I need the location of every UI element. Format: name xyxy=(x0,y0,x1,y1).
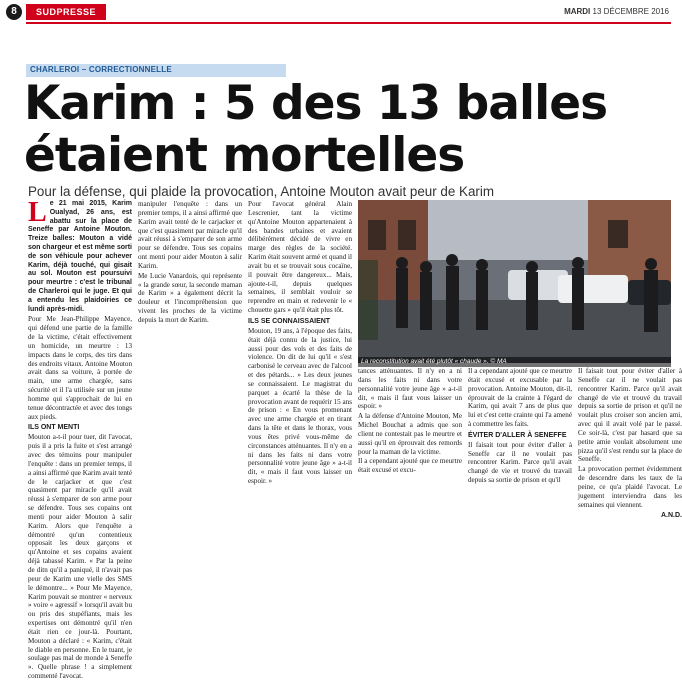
reconstitution-photo xyxy=(358,200,671,363)
paragraph-7: Il a cependant ajouté que ce meurtre était excusé et excusable par la provocation. Antoine Mouton, dit-il, éprouvait de la crainte à l'égard de Karim, qui avait 7 ans de plus que lui et c'est cette crainte qui l'a amené à commettre les faits. xyxy=(468,367,572,429)
section-label: CHARLEROI – CORRECTIONNELLE xyxy=(30,65,172,74)
headline-line1: Karim : 5 des 13 balles xyxy=(24,76,608,131)
paragraph-2-cont: manipuler l'enquête : dans un premier temps, il a ainsi affirmé que Karim avait tenté de le carjacker et que c'est quasiment par miracle qu'il avait réussi à s'emparer de son arme pour se défendre. Tous ses copains ont menti pour aider Mouton à salir Karim. xyxy=(138,200,242,270)
page-header xyxy=(0,0,677,22)
paragraph-7-start: Il a cependant ajouté que ce meurtre était excusé et excu- xyxy=(358,457,462,475)
page-number: 8 xyxy=(6,4,22,20)
paragraph-6: A la défense d'Antoine Mouton, Me Michel Bouchat a admis que son client ne contestait pas le meurtre et aussi qu'il en éprouvait des remords pour la maman de la victime. xyxy=(358,412,462,456)
intro-text: e 21 mai 2015, Karim Oualyad, 26 ans, est abattu sur la place de Seneffe par Antoine Mouton. Treize balles: Mouton a vidé son chargeur et est même sorti de son véhicule pour achever Karim, déjà touché, qui gisait au sol. Mouton est poursuivi pour meurtre : c'est le tribunal de Charleroi qui le juge. Et qui a entendu les plaidoiries ce lundi après-midi. xyxy=(28,200,132,313)
headline-line2: étaient mortelles xyxy=(24,128,465,183)
photo-caption: La reconstitution avait été plutôt « chaude ». © MA xyxy=(358,357,671,367)
paragraph-2: Mouton a-t-il pour tuer, dit l'avocat, puis il a pris la fuite et s'est arrangé avec des témoins pour manipuler l'enquête : dans un premier temps, il a ainsi affirmé que Karim avait tenté de le carjacker et que c'est quasiment par miracle qu'il avait réussi à s'emparer de son arme pour se défendre. Tous ses copains ont menti pour aider Mouton à salir Karim. Alors que l'enquête a démontré qu'un contentieux opposait les deux garçons et qu'Antoine et ses copains avaient déjà tabassé Karim. « Par la peine de ditn qu'il a paniqué, il n'avait pas peur de Karim une vielle des SMS le démontre... » Pour Me Mayence, Karim pouvait se montrer « nerveux » voire « agressif » lorsqu'il avait bu ou pris des stupéfiants, mais les expertises ont démontré qu'il n'en était rien ce jour-là. Pourtant, Mouton a déclaré : « Karim, c'était le diable en personne. En le tuant, je soulage pas mal de monde à Seneffe ». Quelle phrase ! a simplement commenté l'avocat. xyxy=(28,433,132,681)
dateline xyxy=(564,7,669,16)
article-column-2 xyxy=(138,200,242,490)
article-column-4 xyxy=(358,367,462,489)
paragraph-1: Pour Me Jean-Philippe Mayence, qui défend une partie de la famille de la victime, c'était effectivement un homicide, un meurtre : 13 impacts dans le corps, des tirs dans des endroits vitaux. Antoine Mouton avait dans sa voiture, à portée de main, une arme chargée, sans sécurité et il l'a utilisée sur un jeune homme qui s'approchait de lui en tenue décontractée et avec des tongs aux pieds. xyxy=(28,315,132,421)
drop-cap: L xyxy=(28,197,47,228)
article-column-3 xyxy=(248,200,352,490)
headline xyxy=(24,78,674,182)
paragraph-8: Il faisait tout pour éviter d'aller à Seneffe car il ne voulait pas rencontrer Karim. Parce qu'il avait changé de vie et trouvé du travail depuis sa sortie de prison et qu'il ne voulait plus croiser son ancien ami, avec qui il avait volé par le passé. Ce soir-là, c'est par hasard que sa petite amie voulait absolument une pizza qu'il s'est rendu sur la place de Seneffe. xyxy=(578,367,682,464)
subhead-1: ILS ONT MENTI xyxy=(28,424,80,432)
article-column-6 xyxy=(578,367,682,519)
paragraph-9: La provocation permet évidemment de descendre dans les taux de la peine, ce qu'a plaidé l'avocat. Le jugement interviendra dans les semaines qui viennent. xyxy=(578,465,682,509)
dateline-day: MARDI xyxy=(564,7,591,16)
article-photo xyxy=(358,200,671,363)
deck: Pour la défense, qui plaide la provocation, Antoine Mouton avait peur de Karim xyxy=(28,184,494,199)
paragraph-3: Me Lucie Vanardois, qui représente « la grande sœur, la seconde maman de Karim » a également décrit la douleur et l'incompréhension que vivent les proches de la victime depuis la mort de Karim. xyxy=(138,271,242,324)
byline: A.N.D. xyxy=(661,511,682,519)
dateline-date: 13 DÉCEMBRE 2016 xyxy=(592,7,669,16)
article-column-1 xyxy=(28,197,132,681)
brand-logo: SUDPRESSE xyxy=(26,4,106,20)
article-column-5 xyxy=(468,367,572,489)
paragraph-4: Pour l'avocat général Alain Lescrenier, tant la victime qu'Antoine Mouton appartenaient à des bandes urbaines et avaient délibérément décidé de vivre en marge des règles de la société. Karim était souvent armé et quand il avait bu et se trouvait sous cocaïne, il pouvait être dangereux... Mais, ajoute-t-il, depuis quelques semaines, il semblait vouloir se reprendre en main et redevenir le « chouette gars » qu'il était plus tôt. xyxy=(248,200,352,315)
subhead-2: ILS SE CONNAISSAIENT xyxy=(248,317,331,325)
header-rule xyxy=(26,22,671,24)
paragraph-5-cont: tances atténuantes. Il n'y en a ni dans les faits ni dans votre personnalité votre jeune âge » a-t-il dit, « mais il faut vous laisser un espoir. » xyxy=(358,367,462,411)
paragraph-8-start: Il faisait tout pour éviter d'aller à Seneffe car il ne voulait pas rencontrer Karim. Parce qu'il avait changé de vie et trouvé du travail depuis sa sortie de prison et qu'il xyxy=(468,440,572,485)
paragraph-5: Mouton, 19 ans, à l'époque des faits, était déjà connu de la justice, lui aussi pour des vols et des faits de violence. On dit de lui qu'il « s'est carbonisé le cerveau avec de l'alcool et des pétards... » Les deux jeunes se connaissaient. Le magistrat du parquet a écarté la thèse de la provocation avant de requérir 15 ans de prison : « En vous promenant avec une arme chargée et en tirant dans la tête et dans le thorax, vous vous êtes privé vous-même de circonstances atténuantes. Il n'y en a ni dans les faits ni dans votre personnalité votre jeune âge » a-t-il dit, « mais il faut vous laisser un espoir. » xyxy=(248,326,352,486)
subhead-3: ÉVITER D'ALLER À SENEFFE xyxy=(468,431,567,439)
article-intro xyxy=(28,197,132,314)
